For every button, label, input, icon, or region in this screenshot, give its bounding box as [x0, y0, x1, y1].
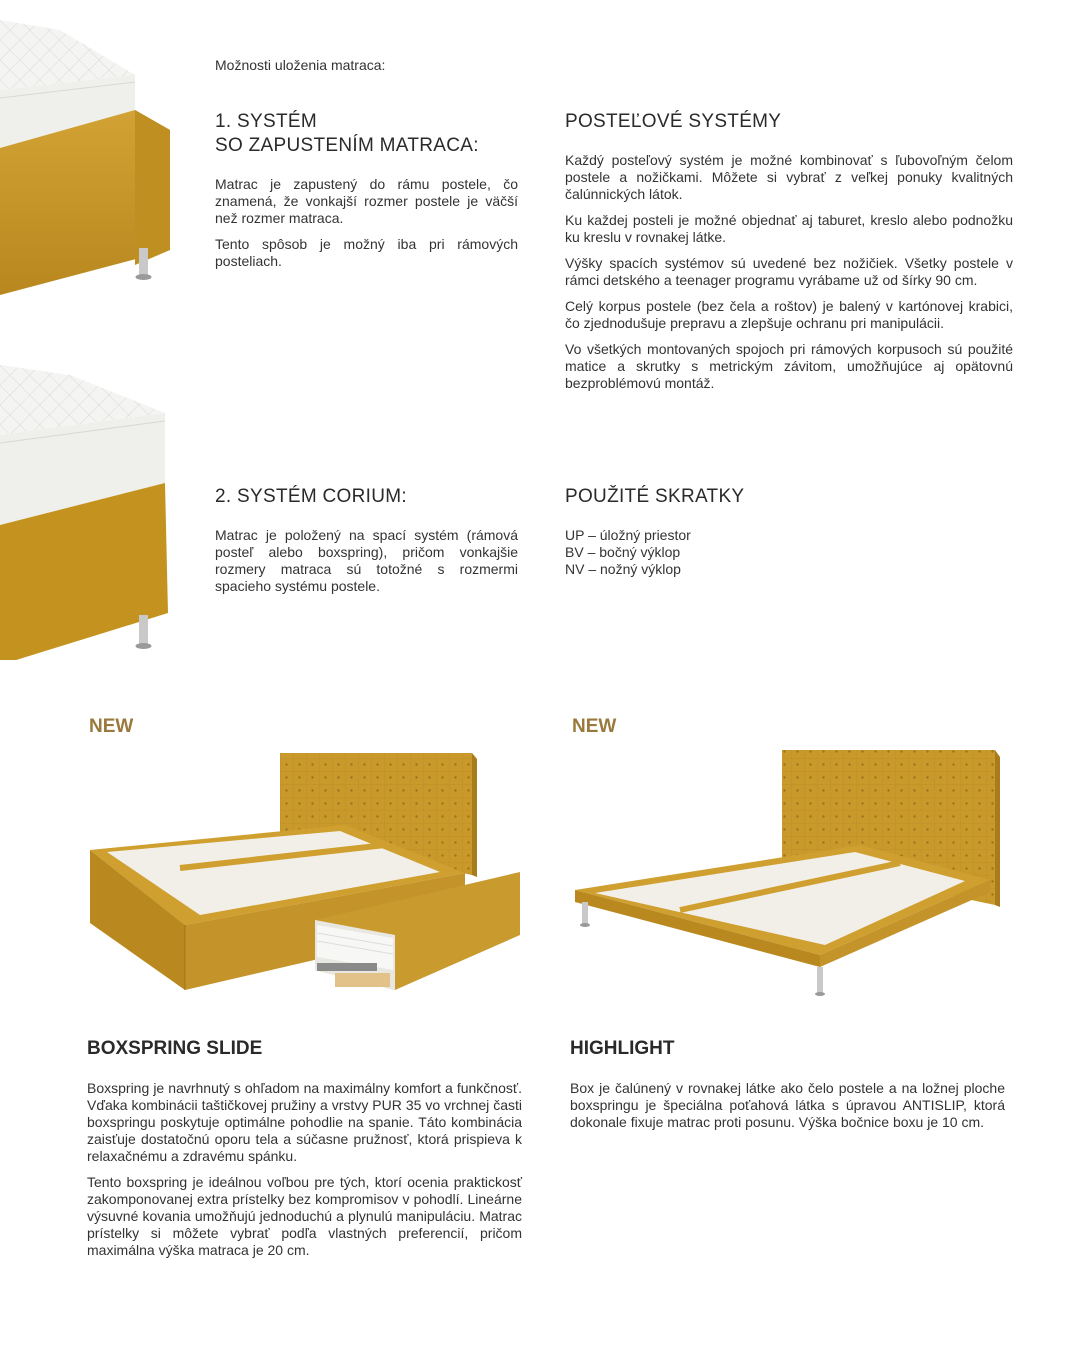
skratky-item-up: UP – úložný priestor	[565, 527, 691, 543]
postelove-paragraph-1: Každý posteľový systém je možné kombinovať s ľubovoľným čelom postele a nožičkami. Môžete si vybrať z veľkej ponuky kvalitných čalúnnických látok.	[565, 152, 1013, 202]
system2-section	[215, 485, 518, 604]
postelove-paragraph-5: Vo všetkých montovaných spojoch pri rámových korpusoch sú použité matice a skrutky s metrickým závitom, umožňujúce aj opätovnú bezproblémovú montáž.	[565, 341, 1013, 391]
skratky-item-bv: BV – bočný výklop	[565, 544, 681, 560]
corium-mattress-illustration	[0, 365, 175, 660]
new-badge-highlight: NEW	[572, 716, 617, 737]
postelove-title: POSTEĽOVÉ SYSTÉMY	[565, 111, 782, 132]
highlight-title: HIGHLIGHT	[570, 1038, 675, 1059]
system1-title-line1: 1. SYSTÉM	[215, 111, 317, 132]
skratky-item-nv: NV – nožný výklop	[565, 561, 681, 577]
postelove-paragraph-3: Výšky spacích systémov sú uvedené bez nožičiek. Všetky postele v rámci detského a teenager programu vyrábame už od šírky 90 cm.	[565, 255, 1013, 288]
system1-paragraph-2: Tento spôsob je možný iba pri rámových posteliach.	[215, 236, 518, 269]
system2-paragraph-1: Matrac je položený na spací systém (rámová posteľ alebo boxspring), pričom vonkajšie rozmery matraca sú totožné s rozmermi spacieho systému postele.	[215, 527, 518, 594]
skratky-section	[565, 485, 1013, 578]
boxspring-slide-paragraph-1: Boxspring je navrhnutý s ohľadom na maximálny komfort a funkčnosť. Vďaka kombinácii taštičkovej pružiny a vrstvy PUR 35 vo vrchnej časti boxspringu poskytuje optimálne pohodlie na spanie. Táto kombinácia zaisťuje dostatočnú oporu tela a súčasne pružnosť, ktorá prispieva k relaxačnému a zdravému spánku.	[87, 1080, 522, 1164]
boxspring-slide-paragraph-2: Tento boxspring je ideálnou voľbou pre tých, ktorí ocenia praktickosť zakomponovanej extra prístelky bez kompromisov v pohodlí. Lineárne výsuvné kovania umožňujú jednoduchú a plynulú manipuláciu. Matrac prístelky si môžete vybrať podľa vlastných preferencií, pričom maximálna výška matraca je 20 cm.	[87, 1174, 522, 1258]
system1-title-line2: SO ZAPUSTENÍM MATRACA:	[215, 135, 479, 156]
intro-text: Možnosti uloženia matraca:	[215, 57, 386, 73]
highlight-section	[570, 1038, 1005, 1140]
sunken-mattress-illustration	[0, 20, 175, 310]
highlight-paragraph-1: Box je čalúnený v rovnakej látke ako čelo postele a na ložnej ploche boxspringu je špeciálna poťahová látka s úpravou ANTISLIP, ktorá dokonale fixuje matrac proti posunu. Výška bočnice boxu je 10 cm.	[570, 1080, 1005, 1130]
system1-section	[215, 110, 518, 279]
highlight-bed-illustration	[570, 745, 1005, 1005]
postelove-systemy-section	[565, 110, 1013, 401]
new-badge-boxspring: NEW	[89, 716, 134, 737]
boxspring-slide-illustration	[85, 745, 525, 1000]
postelove-paragraph-2: Ku každej posteli je možné objednať aj taburet, kreslo alebo podnožku ku kreslu v rovnakej látke.	[565, 212, 1013, 245]
postelove-paragraph-4: Celý korpus postele (bez čela a roštov) je balený v kartónovej krabici, čo zjednodušuje prepravu a zlepšuje ochranu pri manipulácii.	[565, 298, 1013, 331]
system2-title: 2. SYSTÉM CORIUM:	[215, 486, 407, 507]
skratky-title: POUŽITÉ SKRATKY	[565, 486, 745, 507]
boxspring-slide-title: BOXSPRING SLIDE	[87, 1038, 263, 1059]
boxspring-slide-section	[87, 1038, 522, 1268]
system1-paragraph-1: Matrac je zapustený do rámu postele, čo znamená, že vonkajší rozmer postele je väčší než rozmer matraca.	[215, 176, 518, 226]
